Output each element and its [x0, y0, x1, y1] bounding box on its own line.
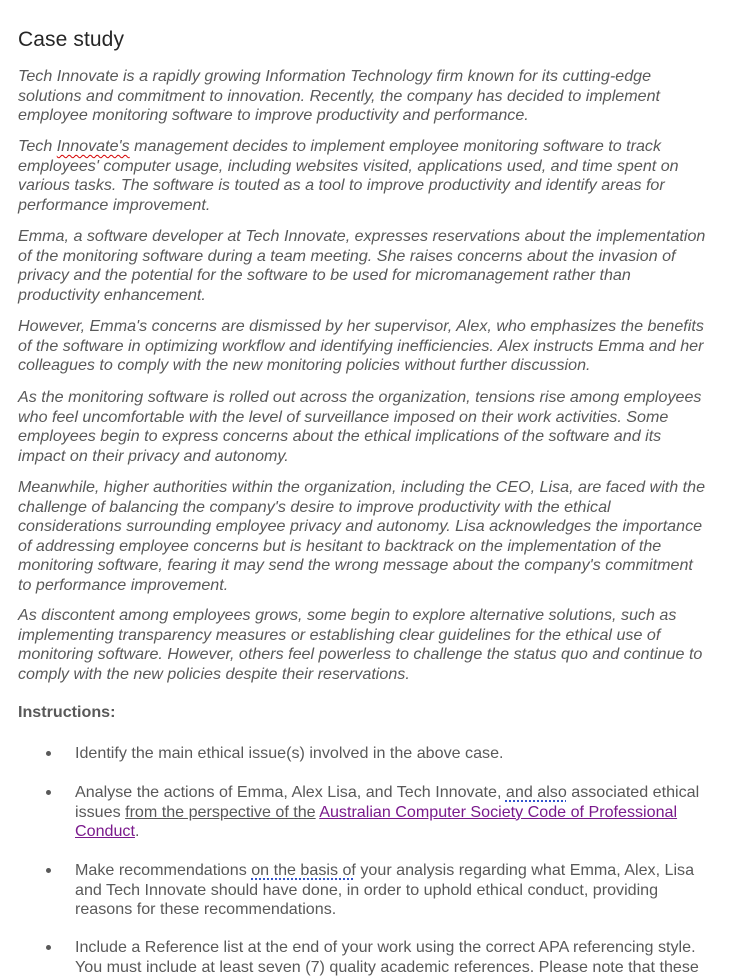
text-run: management decides to implement employee monitoring software to track: [130, 137, 661, 155]
acs-code-link[interactable]: Australian Computer Society Code of Professional: [319, 803, 677, 821]
instruction-line: Identify the main ethical issue(s) involved in the above case.: [75, 744, 745, 764]
case-paragraph-1: [18, 67, 746, 126]
acs-code-link-continuation[interactable]: Conduct: [75, 822, 135, 840]
paragraph-line: of the monitoring software during a team meeting. She raises concerns about the invasion of: [18, 247, 746, 267]
paragraph-line: privacy and the potential for the software to be used for micromanagement rather than: [18, 266, 746, 286]
bullet-icon: [46, 868, 51, 873]
paragraph-line: impact on their privacy and autonomy.: [18, 447, 746, 467]
paragraph-line: Emma, a software developer at Tech Innovate, expresses reservations about the implementation: [18, 227, 746, 247]
paragraph-line: [18, 137, 746, 157]
paragraph-line: solutions and commitment to innovation. Recently, the company has decided to implement: [18, 87, 746, 107]
underlined-text: from the perspective of the: [125, 803, 316, 821]
instruction-line: [75, 861, 745, 881]
bullet-icon: [46, 751, 51, 756]
case-paragraph-3: [18, 227, 746, 305]
instruction-item-2: [75, 783, 745, 842]
text-run: .: [135, 822, 139, 840]
instruction-item-1: [75, 744, 745, 764]
instruction-line: reasons for these recommendations.: [75, 900, 745, 920]
case-paragraph-7: [18, 606, 746, 684]
paragraph-line: monitoring software. However, others feel powerless to challenge the status quo and continue to: [18, 645, 746, 665]
paragraph-line: challenge of balancing the company's desire to improve productivity with the ethical: [18, 498, 746, 518]
instruction-line: and Tech Innovate should have done, in order to uphold ethical conduct, providing: [75, 881, 745, 901]
page-title: Case study: [18, 28, 124, 52]
grammar-suggestion[interactable]: and also: [506, 783, 567, 801]
instruction-line: [75, 783, 745, 803]
case-paragraph-2: [18, 137, 746, 215]
paragraph-line: However, Emma's concerns are dismissed by her supervisor, Alex, who emphasizes the benefits: [18, 317, 746, 337]
paragraph-line: Meanwhile, higher authorities within the organization, including the CEO, Lisa, are faced with the: [18, 478, 746, 498]
case-paragraph-4: [18, 317, 746, 376]
text-run: associated ethical: [567, 783, 699, 801]
paragraph-line: of addressing employee concerns but is hesitant to backtrack on the implementation of the: [18, 537, 746, 557]
paragraph-line: various tasks. The software is touted as a tool to improve productivity and identify areas for: [18, 176, 746, 196]
paragraph-line: comply with the new policies despite their reservations.: [18, 665, 746, 685]
paragraph-line: considerations surrounding employee privacy and autonomy. Lisa acknowledges the importance: [18, 517, 746, 537]
text-run: Make recommendations: [75, 861, 251, 879]
paragraph-line: productivity enhancement.: [18, 286, 746, 306]
instruction-line: [75, 803, 745, 823]
paragraph-line: implementing transparency measures or establishing clear guidelines for the ethical use of: [18, 626, 746, 646]
instructions-heading: Instructions:: [18, 703, 115, 722]
paragraph-line: monitoring software, fearing it may send the wrong message about the company's commitment: [18, 556, 746, 576]
instruction-line: You must include at least seven (7) quality academic references. Please note that these: [75, 958, 745, 977]
paragraph-line: Tech Innovate is a rapidly growing Information Technology firm known for its cutting-edge: [18, 67, 746, 87]
text-run: Tech: [18, 137, 57, 155]
paragraph-line: employees' computer usage, including websites visited, applications used, and time spent on: [18, 157, 746, 177]
paragraph-line: of the software in optimizing workflow and identifying inefficiencies. Alex instructs Emma and her: [18, 337, 746, 357]
spelling-error-word[interactable]: Innovate's: [57, 137, 130, 155]
instruction-item-3: [75, 861, 745, 920]
paragraph-line: employees begin to express concerns about the ethical implications of the software and its: [18, 427, 746, 447]
paragraph-line: to performance improvement.: [18, 576, 746, 596]
grammar-suggestion[interactable]: on the basis of: [251, 861, 356, 879]
paragraph-line: As discontent among employees grows, some begin to explore alternative solutions, such as: [18, 606, 746, 626]
paragraph-line: employee monitoring software to improve productivity and performance.: [18, 106, 746, 126]
instruction-item-4: [75, 938, 745, 977]
bullet-icon: [46, 790, 51, 795]
paragraph-line: performance improvement.: [18, 196, 746, 216]
case-paragraph-5: [18, 388, 746, 466]
instruction-line: [75, 822, 745, 842]
paragraph-line: colleagues to comply with the new monitoring policies without further discussion.: [18, 356, 746, 376]
bullet-icon: [46, 945, 51, 950]
text-run: Analyse the actions of Emma, Alex Lisa, and Tech Innovate,: [75, 783, 506, 801]
text-run: your analysis regarding what Emma, Alex, Lisa: [356, 861, 694, 879]
case-paragraph-6: [18, 478, 746, 595]
paragraph-line: As the monitoring software is rolled out across the organization, tensions rise among employees: [18, 388, 746, 408]
paragraph-line: who feel uncomfortable with the level of surveillance imposed on their work activities. Some: [18, 408, 746, 428]
text-run: issues: [75, 803, 125, 821]
instruction-line: Include a Reference list at the end of your work using the correct APA referencing style.: [75, 938, 745, 958]
